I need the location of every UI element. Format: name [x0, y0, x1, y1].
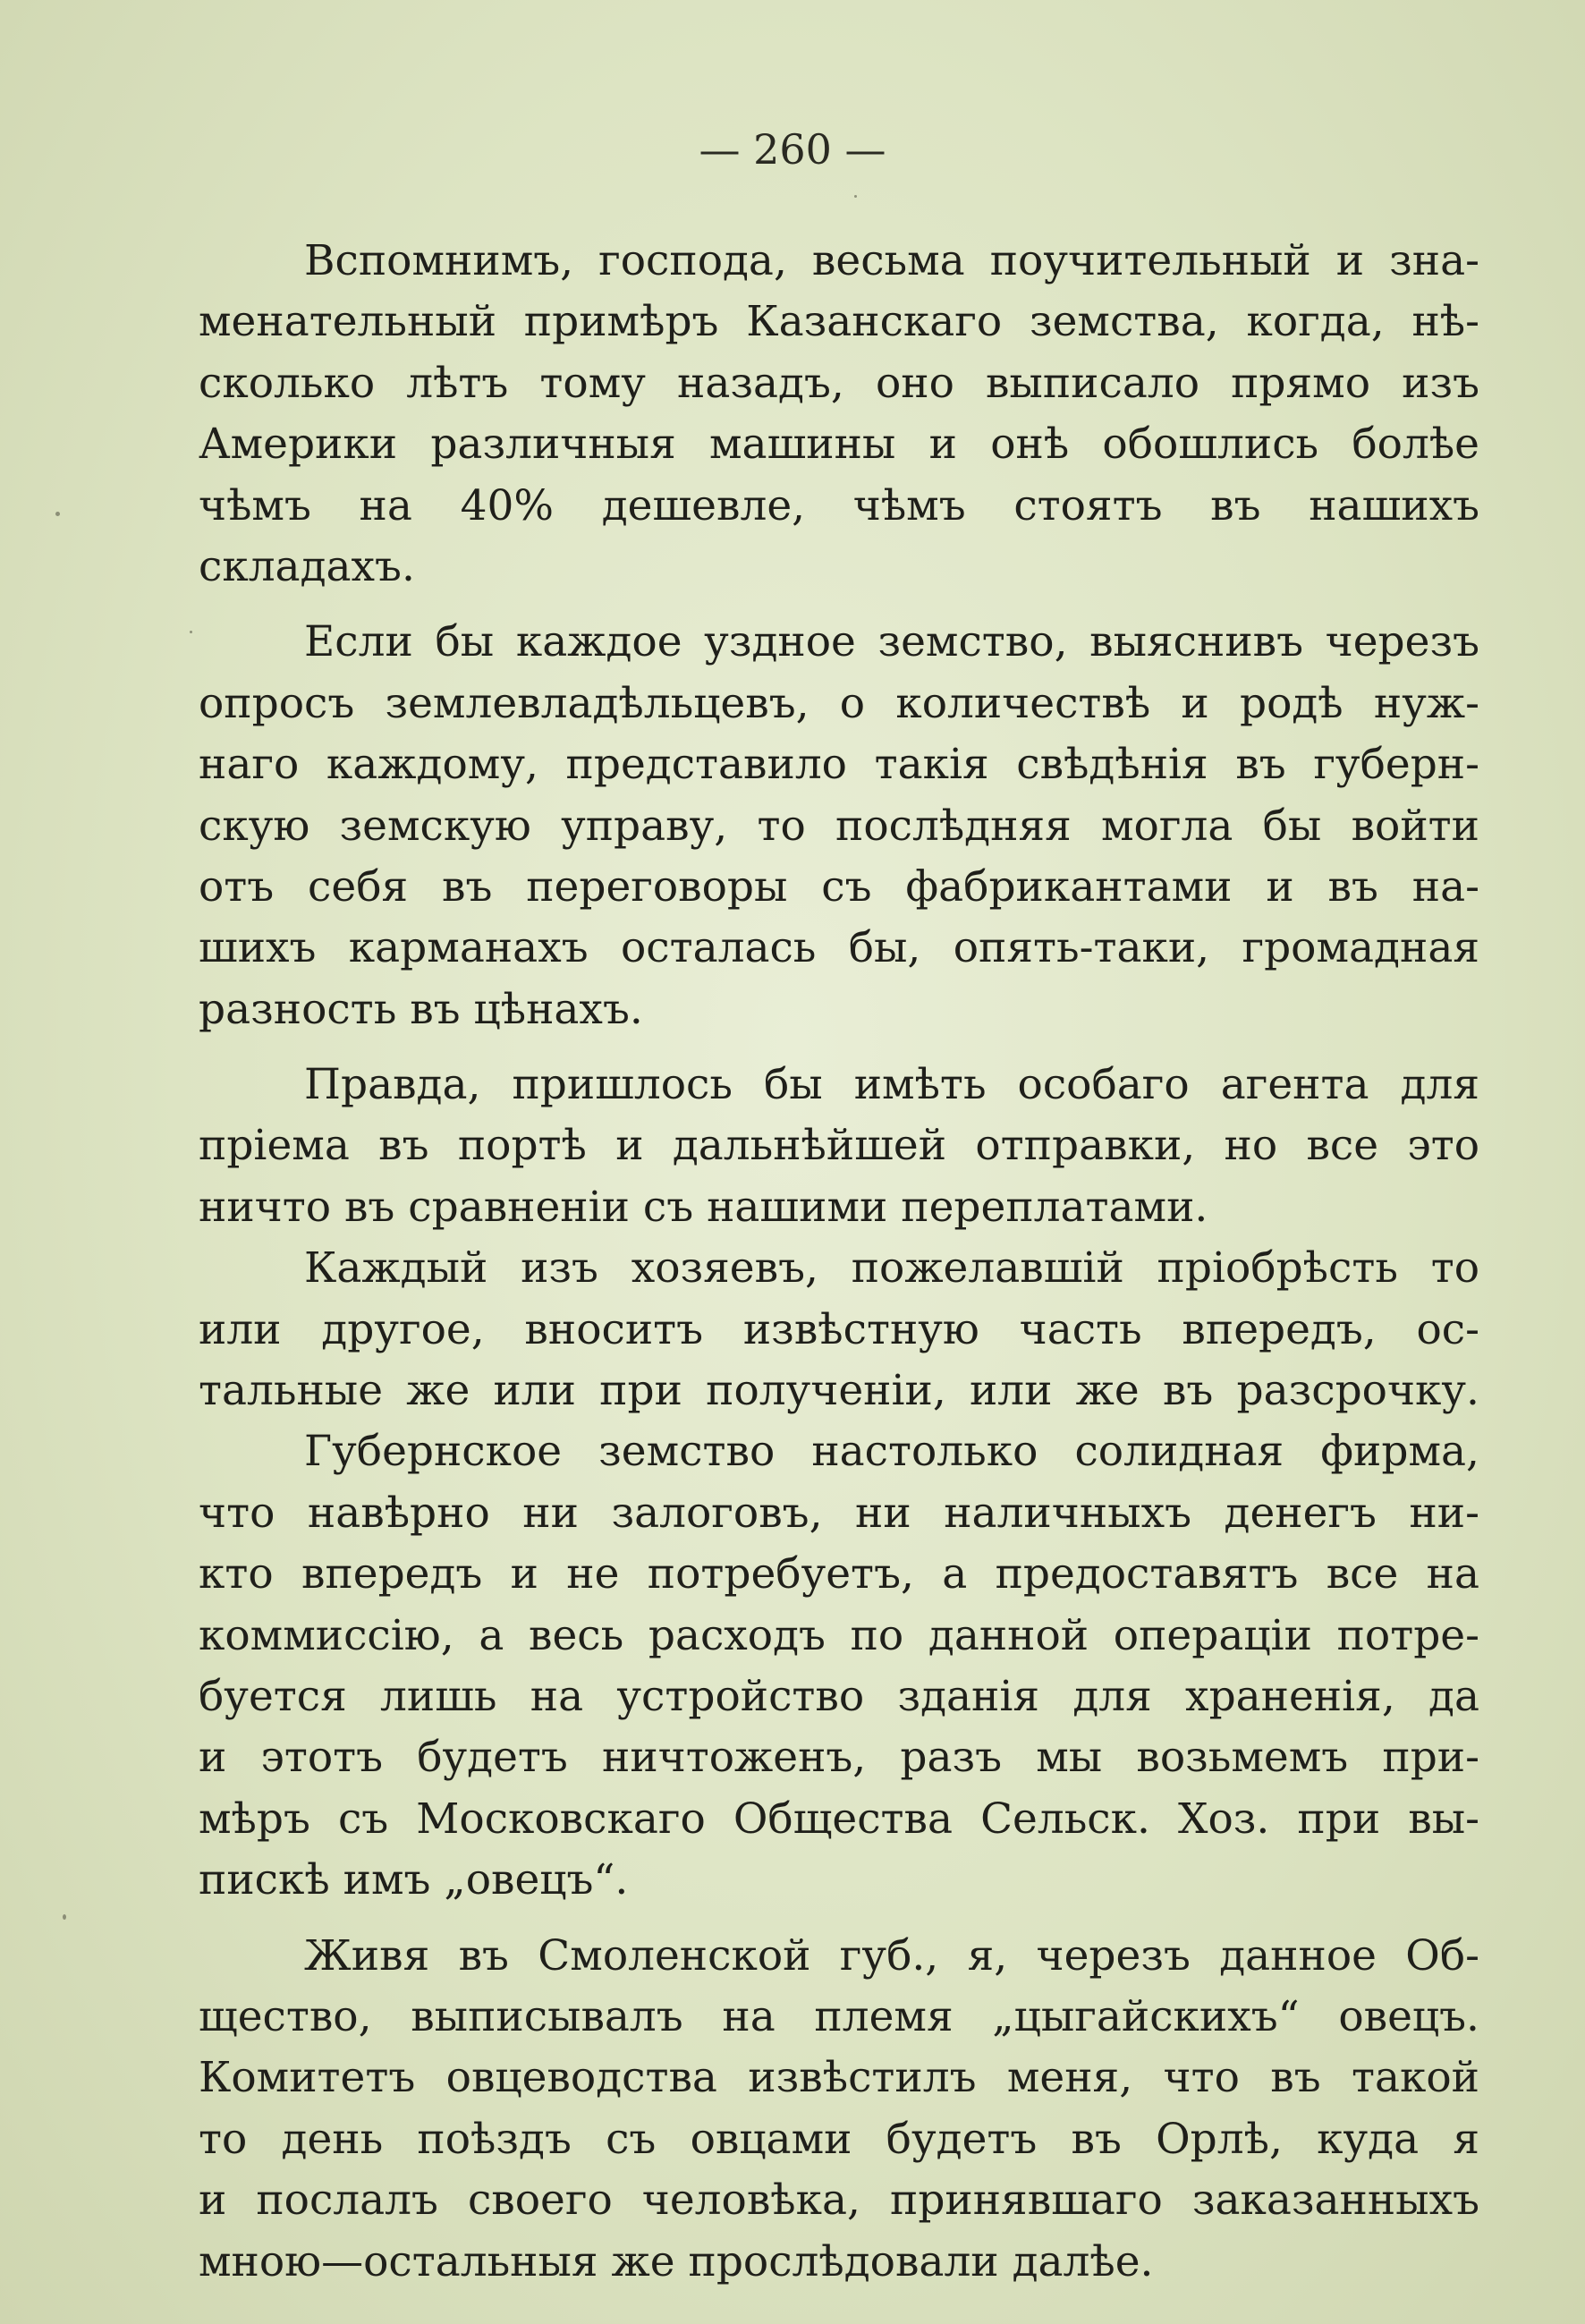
text-line: сколько лѣтъ тому назадъ, оно выписало прямо изъ	[199, 358, 1479, 408]
text-line: Живя въ Смоленской губ., я, черезъ данное Об-	[304, 1930, 1479, 1980]
text-line: кто впередъ и не потребуетъ, а предоставятъ все на	[199, 1549, 1479, 1599]
text-line: то день поѣздъ съ овцами будетъ въ Орлѣ, куда я	[199, 2114, 1479, 2164]
text-line: или другое, вноситъ извѣстную часть впередъ, ос-	[199, 1304, 1479, 1354]
paragraph-1	[199, 231, 1479, 598]
text-line: скую земскую управу, то послѣдняя могла бы войти	[199, 801, 1479, 851]
text-line: менательный примѣръ Казанскаго земства, когда, нѣ-	[199, 297, 1479, 347]
text-line: буется лишь на устройство зданія для храненія, да	[199, 1671, 1479, 1721]
paper-speck	[190, 631, 192, 633]
text-line: отъ себя въ переговоры съ фабрикантами и въ на-	[199, 861, 1479, 912]
paragraph-6	[199, 1926, 1479, 2293]
text-line: Комитетъ овцеводства извѣстилъ меня, что въ такой	[199, 2053, 1479, 2103]
text-line: складахъ.	[199, 541, 415, 591]
text-line: шихъ карманахъ осталась бы, опять-таки, громадная	[199, 923, 1479, 973]
text-line: мѣръ съ Московскаго Общества Сельск. Хоз. при вы-	[199, 1794, 1479, 1844]
text-line: Правда, пришлось бы имѣть особаго агента для	[304, 1060, 1479, 1110]
text-line: пріема въ портѣ и дальнѣйшей отправки, но все это	[199, 1121, 1479, 1171]
text-line: и послалъ своего человѣка, принявшаго заказанныхъ	[199, 2176, 1479, 2226]
paragraph-4	[199, 1238, 1479, 1421]
text-line: щество, выписывалъ на племя „цыгайскихъ“ овецъ.	[199, 1991, 1479, 2041]
paragraph-3	[199, 1055, 1479, 1238]
text-line: что навѣрно ни залоговъ, ни наличныхъ денегъ ни-	[199, 1488, 1479, 1538]
text-line: и этотъ будетъ ничтоженъ, разъ мы возьмемъ при-	[199, 1733, 1479, 1783]
text-line: Каждый изъ хозяевъ, пожелавшій пріобрѣсть то	[304, 1243, 1479, 1293]
text-line: мною—остальныя же прослѣдовали далѣе.	[199, 2236, 1154, 2286]
paragraph-5	[199, 1421, 1479, 1911]
paper-speck	[63, 1914, 66, 1920]
paper-speck	[854, 195, 857, 198]
text-line: чѣмъ на 40% дешевле, чѣмъ стоятъ въ нашихъ	[199, 480, 1479, 530]
text-line: ничто въ сравненіи съ нашими переплатами.	[199, 1182, 1208, 1232]
text-line: Америки различныя машины и онѣ обошлись болѣе	[199, 420, 1479, 470]
page-number: — 260 —	[699, 125, 886, 174]
text-line: разность въ цѣнахъ.	[199, 984, 643, 1034]
paragraph-2	[199, 612, 1479, 1040]
text-line: опросъ землевладѣльцевъ, о количествѣ и родѣ нуж-	[199, 678, 1479, 728]
text-line: тальные же или при полученіи, или же въ разсрочку.	[199, 1366, 1479, 1416]
text-line: пискѣ имъ „овецъ“.	[199, 1855, 629, 1905]
text-line: Губернское земство настолько солидная фирма,	[304, 1427, 1479, 1477]
text-line: наго каждому, представило такія свѣдѣнія въ губерн-	[199, 740, 1479, 790]
text-line: Вспомнимъ, господа, весьма поучительный и зна-	[304, 236, 1479, 285]
body-text	[199, 231, 1479, 2293]
text-line: коммиссію, а весь расходъ по данной операціи потре-	[199, 1610, 1479, 1660]
text-line: Если бы каждое уздное земство, выяснивъ черезъ	[304, 617, 1479, 667]
paper-speck	[55, 512, 60, 516]
